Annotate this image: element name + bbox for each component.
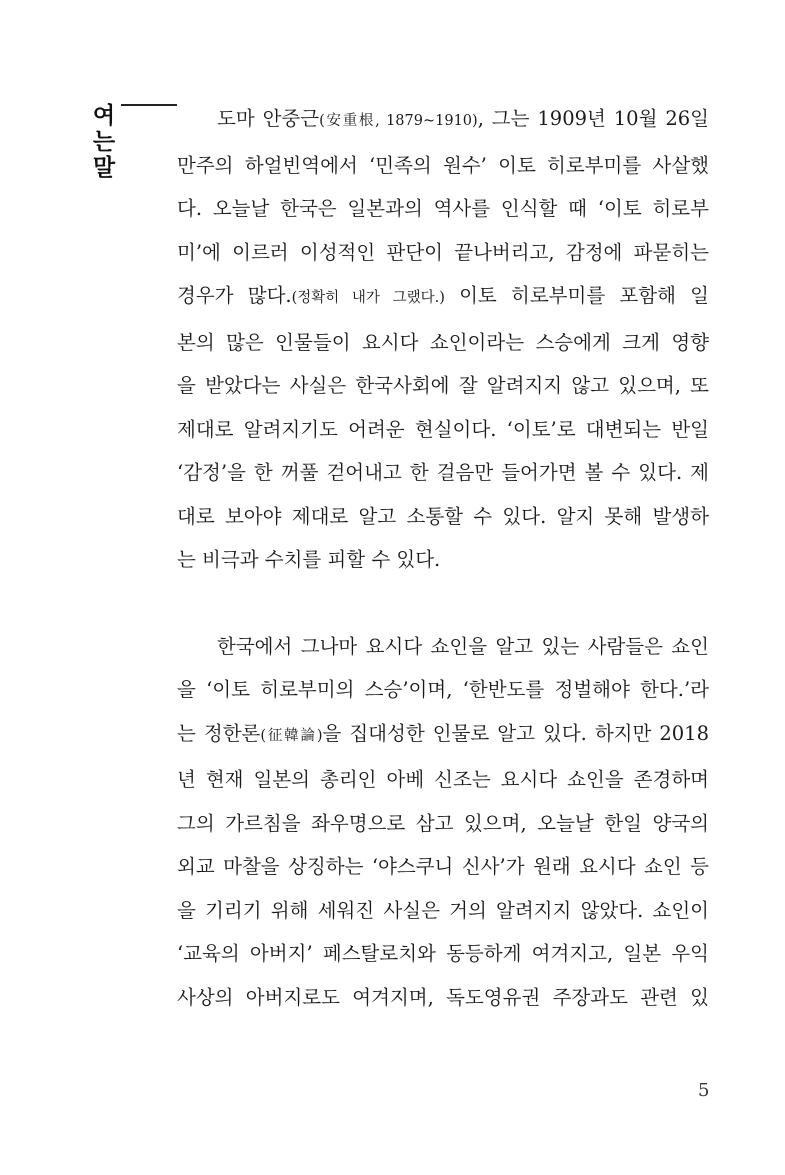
text-segment: 는 정한론 (177, 721, 261, 745)
body-text (177, 97, 709, 1019)
text-segment: 을 ‘이토 히로부미의 스승’이며, ‘한반도를 정벌해야 한다.’라 (177, 678, 709, 701)
text-line (177, 976, 709, 1020)
text-segment: ‘교육의 아버지’ 페스탈로치와 동등하게 여겨지고, 일본 우익 (177, 942, 709, 965)
section-title-char: 말 (92, 155, 116, 181)
text-line (177, 97, 709, 144)
text-segment: 경우가 많다. (177, 284, 292, 307)
text-line (177, 408, 709, 452)
text-segment: , 그는 1909년 10월 26일 (477, 107, 709, 130)
text-line (177, 625, 709, 669)
title-rule (121, 104, 177, 106)
text-line (177, 187, 709, 231)
text-line (177, 144, 709, 188)
text-segment: 이토 히로부미를 포함해 일 (444, 284, 709, 307)
annotation-text: (征韓論) (260, 727, 323, 744)
text-segment: 을 기리기 위해 세워진 사실은 거의 알려지지 않았다. 쇼인이 (177, 898, 709, 922)
text-line (177, 802, 709, 846)
text-line (177, 712, 709, 759)
section-title-char: 여 (92, 103, 116, 129)
text-line (177, 538, 709, 582)
annotation-text: (정확히 내가 그랬다.) (291, 290, 445, 306)
paragraph (177, 625, 709, 1020)
annotation-text: (安重根, 1879~1910) (319, 113, 478, 129)
paragraph (177, 97, 709, 582)
text-line (177, 495, 709, 539)
text-segment: 사상의 아버지로도 여겨지며, 독도영유권 주장과도 관련 있 (177, 985, 709, 1009)
text-segment: 그의 가르침을 좌우명으로 삼고 있으며, 오늘날 한일 양국의 (177, 811, 709, 835)
text-line (177, 758, 709, 802)
text-segment: 외교 마찰을 상징하는 ‘야스쿠니 신사’가 원래 요시다 쇼인 등 (177, 855, 709, 878)
text-segment: 을 집대성한 인물로 알고 있다. 하지만 2018 (322, 721, 709, 745)
text-segment: 본의 많은 인물들이 요시다 쇼인이라는 스승에게 크게 영향 (177, 330, 709, 354)
text-line (177, 889, 709, 933)
text-segment: 는 비극과 수치를 피할 수 있다. (177, 548, 441, 571)
text-segment: 다. 오늘날 한국은 일본과의 역사를 인식할 때 ‘이토 히로부 (177, 197, 709, 220)
section-title (88, 103, 120, 181)
text-line (177, 845, 709, 889)
text-segment: 대로 보아야 제대로 알고 소통할 수 있다. 알지 못해 발생하 (177, 504, 709, 528)
text-line (177, 231, 709, 275)
text-segment: 만주의 하얼빈역에서 ‘민족의 원수’ 이토 히로부미를 사살했 (177, 153, 709, 177)
text-segment: 도마 안중근 (217, 107, 320, 130)
text-segment: 을 받았다는 사실은 한국사회에 잘 알려지지 않고 있으며, 또 (177, 374, 709, 397)
text-segment: ‘감정’을 한 꺼풀 걷어내고 한 걸음만 들어가면 볼 수 있다. 제 (177, 461, 709, 484)
text-line (177, 668, 709, 712)
page-number: 5 (698, 1080, 710, 1101)
text-segment: 제대로 알려지기도 어려운 현실이다. ‘이토’로 대변되는 반일 (177, 417, 709, 441)
text-line (177, 274, 709, 321)
text-line (177, 932, 709, 976)
text-segment: 미’에 이르러 이성적인 판단이 끝나버리고, 감정에 파묻히는 (177, 240, 709, 264)
text-line (177, 451, 709, 495)
section-title-char: 는 (92, 129, 116, 155)
paragraph-gap (177, 582, 709, 625)
text-segment: 년 현재 일본의 총리인 아베 신조는 요시다 쇼인을 존경하며 (177, 768, 709, 791)
text-segment: 한국에서 그나마 요시다 쇼인을 알고 있는 사람들은 쇼인 (217, 634, 709, 658)
text-line (177, 364, 709, 408)
text-line (177, 321, 709, 365)
